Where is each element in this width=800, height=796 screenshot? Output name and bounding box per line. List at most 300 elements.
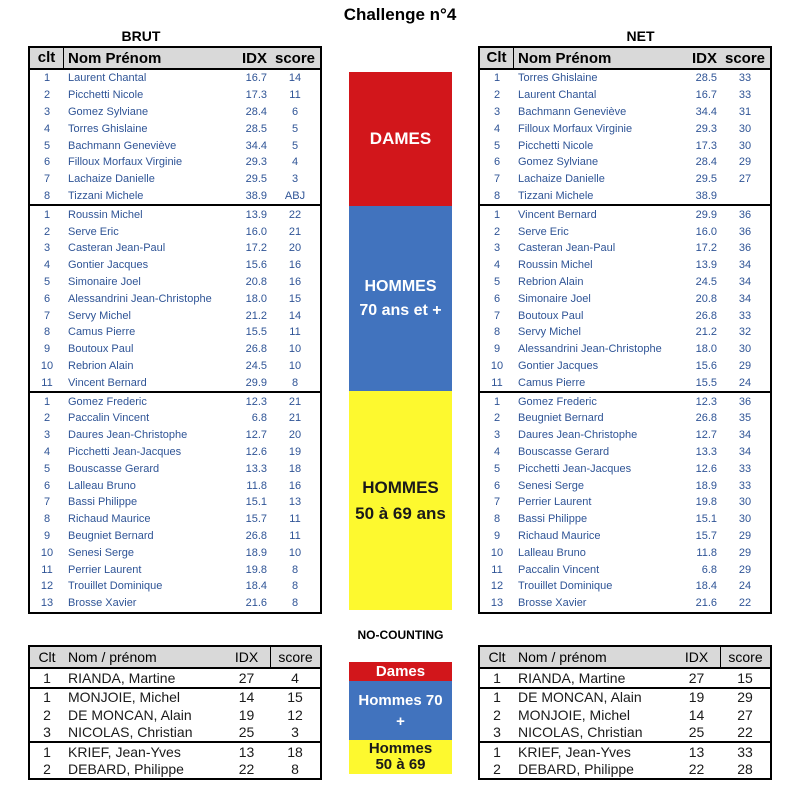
table-row [30, 444, 320, 461]
score-cell: 11 [289, 326, 301, 339]
column-header-score: score [274, 49, 316, 67]
rank-cell: 3 [493, 429, 501, 442]
idx-cell: 27 [688, 669, 705, 686]
rank-cell: 9 [43, 529, 51, 542]
name-cell: Bassi Philippe [518, 513, 588, 526]
rank-cell: 6 [43, 156, 51, 169]
table-row [480, 374, 770, 391]
table-group-hommes-50-69 [480, 741, 770, 778]
table-row [30, 761, 320, 779]
name-cell: Lachaize Danielle [518, 173, 605, 186]
idx-cell: 29.3 [245, 156, 267, 169]
score-cell: 29 [738, 546, 752, 559]
rank-cell: 6 [43, 292, 51, 305]
name-cell: MONJOIE, Michel [518, 706, 631, 723]
rank-cell: 1 [493, 72, 501, 85]
score-cell: 3 [291, 173, 299, 186]
name-cell: Gontier Jacques [518, 359, 599, 372]
idx-cell: 29.3 [695, 122, 717, 135]
table-group-hommes-70 [30, 687, 320, 742]
table-group-hommes-70 [30, 204, 320, 391]
score-cell: 5 [291, 139, 299, 152]
name-cell: Vincent Bernard [518, 208, 597, 221]
rank-cell: 5 [43, 139, 51, 152]
name-cell: Picchetti Jean-Jacques [68, 445, 182, 458]
table-row [30, 257, 320, 274]
rank-cell: 4 [43, 122, 51, 135]
rank-cell: 3 [493, 724, 501, 741]
idx-cell: 26.8 [245, 343, 267, 356]
idx-cell: 6.8 [251, 412, 267, 425]
name-cell: Gomez Frederic [68, 395, 147, 408]
table-row [480, 120, 770, 137]
column-header-rank: Clt [38, 649, 56, 665]
score-cell: 34 [738, 259, 752, 272]
score-cell: 10 [288, 546, 302, 559]
column-header-score: score [720, 647, 770, 667]
idx-cell: 13.9 [245, 208, 267, 221]
name-cell: Daures Jean-Christophe [518, 429, 638, 442]
idx-cell: 25 [688, 724, 705, 741]
column-header-idx: IDX [241, 49, 267, 67]
rank-cell: 9 [493, 529, 501, 542]
table-header-row [30, 48, 320, 70]
score-cell: 19 [288, 445, 302, 458]
rank-cell: 7 [43, 173, 51, 186]
name-cell: Brosse Xavier [518, 597, 587, 610]
table-row [480, 341, 770, 358]
table-group-dames [30, 669, 320, 687]
score-cell: 15 [288, 292, 302, 305]
idx-cell: 15.5 [695, 376, 717, 389]
table-row [480, 444, 770, 461]
idx-cell: 22 [238, 761, 255, 778]
name-cell: Picchetti Nicole [518, 139, 594, 152]
idx-cell: 14 [688, 706, 705, 723]
idx-cell: 38.9 [695, 189, 717, 202]
name-cell: Boutoux Paul [518, 309, 584, 322]
score-cell: 30 [738, 513, 752, 526]
table-row [30, 307, 320, 324]
column-header-idx: IDX [691, 49, 717, 67]
name-cell: Roussin Michel [518, 259, 593, 272]
rank-cell: 3 [43, 429, 51, 442]
name-cell: Bouscasse Gerard [68, 462, 160, 475]
name-cell: Servy Michel [518, 326, 581, 339]
idx-cell: 26.8 [695, 412, 717, 425]
category-band-hommes-50-69 [349, 740, 452, 774]
rank-cell: 13 [40, 597, 54, 610]
table-row [30, 240, 320, 257]
rank-cell: 7 [493, 173, 501, 186]
rank-cell: 8 [43, 189, 51, 202]
name-cell: Picchetti Jean-Jacques [518, 462, 632, 475]
score-cell: 33 [738, 462, 752, 475]
score-cell: 22 [737, 724, 753, 741]
table-group-dames [480, 669, 770, 687]
rank-cell: 10 [490, 359, 504, 372]
name-cell: DE MONCAN, Alain [518, 689, 642, 706]
rank-cell: 4 [493, 122, 501, 135]
score-cell: 33 [737, 743, 753, 760]
name-cell: Servy Michel [68, 309, 131, 322]
idx-cell: 21.6 [695, 597, 717, 610]
score-cell: ABJ [284, 189, 306, 202]
idx-cell: 15.1 [245, 496, 267, 509]
table-row [480, 393, 770, 410]
name-cell: Torres Ghislaine [518, 72, 598, 85]
rank-cell: 2 [493, 761, 501, 778]
score-cell: 4 [291, 156, 299, 169]
table-row [480, 578, 770, 595]
score-cell: 24 [738, 376, 752, 389]
table-row [480, 137, 770, 154]
score-cell: 34 [738, 292, 752, 305]
table-header-row [480, 647, 770, 669]
score-cell: 33 [738, 72, 752, 85]
idx-cell: 22 [688, 761, 705, 778]
rank-cell: 1 [43, 689, 51, 706]
idx-cell: 16.0 [695, 225, 717, 238]
rank-cell: 5 [493, 139, 501, 152]
rank-cell: 12 [490, 580, 504, 593]
name-cell: Serve Eric [518, 225, 569, 238]
rank-cell: 6 [493, 292, 501, 305]
idx-cell: 15.1 [695, 513, 717, 526]
name-cell: Lalleau Bruno [68, 479, 136, 492]
table-row [30, 104, 320, 121]
score-cell: 15 [287, 689, 303, 706]
name-cell: Bouscasse Gerard [518, 445, 610, 458]
table-row [30, 743, 320, 761]
idx-cell: 18.4 [245, 580, 267, 593]
table-row [30, 341, 320, 358]
table-row [30, 324, 320, 341]
table-row [480, 70, 770, 87]
no-counting-label: NO-COUNTING [357, 628, 444, 642]
rank-cell: 5 [493, 275, 501, 288]
table-group-hommes-50-69 [30, 391, 320, 611]
table-row [480, 494, 770, 511]
idx-cell: 15.6 [245, 259, 267, 272]
column-header-name: Nom / prénom [518, 649, 607, 665]
table-row [30, 358, 320, 375]
name-cell: Simonaire Joel [518, 292, 591, 305]
name-cell: DEBARD, Philippe [518, 761, 634, 778]
idx-cell: 19.8 [245, 563, 267, 576]
idx-cell: 17.2 [695, 242, 717, 255]
rank-cell: 13 [490, 597, 504, 610]
idx-cell: 12.6 [695, 462, 717, 475]
rank-cell: 8 [493, 326, 501, 339]
category-band-hommes-50-69 [349, 391, 452, 610]
score-cell: 18 [288, 462, 302, 475]
rank-cell: 5 [493, 462, 501, 475]
score-cell: 30 [738, 343, 752, 356]
idx-cell: 12.3 [695, 395, 717, 408]
rank-cell: 2 [43, 412, 51, 425]
rank-cell: 6 [493, 156, 501, 169]
rank-cell: 2 [43, 706, 51, 723]
table-row [480, 669, 770, 687]
rank-cell: 1 [43, 669, 51, 686]
name-cell: Roussin Michel [68, 208, 143, 221]
table-group-dames [480, 70, 770, 204]
table-group-hommes-50-69 [480, 391, 770, 611]
name-cell: Senesi Serge [68, 546, 135, 559]
score-cell: 29 [738, 529, 752, 542]
rank-cell: 11 [491, 563, 503, 576]
band-label-line: Dames [375, 663, 426, 680]
table-row [480, 324, 770, 341]
table-row [480, 410, 770, 427]
name-cell: Rebrion Alain [68, 359, 134, 372]
score-cell: 29 [738, 156, 752, 169]
name-cell: RIANDA, Martine [68, 669, 176, 686]
no-counting-net-table [478, 645, 772, 780]
band-label-line: Hommes 70 [358, 691, 443, 709]
idx-cell: 18.0 [695, 343, 717, 356]
rank-cell: 2 [43, 761, 51, 778]
table-row [480, 87, 770, 104]
table-row [480, 595, 770, 612]
band-label-line: 50 à 69 [375, 756, 426, 773]
table-row [480, 460, 770, 477]
table-row [30, 427, 320, 444]
idx-cell: 13.3 [245, 462, 267, 475]
rank-cell: 8 [43, 513, 51, 526]
table-group-dames [30, 70, 320, 204]
column-header-idx: IDX [234, 649, 259, 665]
table-row [480, 427, 770, 444]
table-row [480, 761, 770, 779]
name-cell: DEBARD, Philippe [68, 761, 184, 778]
rank-cell: 10 [40, 546, 54, 559]
name-cell: Alessandrini Jean-Christophe [518, 343, 662, 356]
idx-cell: 14 [238, 689, 255, 706]
column-header-score: score [270, 647, 320, 667]
rank-cell: 9 [493, 343, 501, 356]
brut-section-label: BRUT [121, 28, 161, 44]
table-row [30, 120, 320, 137]
column-header-idx: IDX [684, 649, 709, 665]
name-cell: Laurent Chantal [518, 89, 597, 102]
name-cell: Casteran Jean-Paul [518, 242, 616, 255]
rank-cell: 3 [493, 242, 501, 255]
name-cell: Brosse Xavier [68, 597, 137, 610]
rank-cell: 3 [43, 105, 51, 118]
table-row [30, 460, 320, 477]
name-cell: Trouillet Dominique [518, 580, 613, 593]
score-cell: 36 [738, 242, 752, 255]
idx-cell: 6.8 [701, 563, 717, 576]
idx-cell: 20.8 [245, 275, 267, 288]
band-label-line: + [396, 712, 405, 730]
name-cell: Bachmann Geneviève [518, 105, 627, 118]
score-cell: 20 [288, 429, 302, 442]
category-band-dames [349, 72, 452, 206]
score-cell: 10 [288, 359, 302, 372]
idx-cell: 11.8 [246, 479, 267, 492]
score-cell: 35 [738, 412, 752, 425]
table-row [30, 393, 320, 410]
band-label-line: HOMMES [364, 277, 437, 295]
idx-cell: 15.7 [695, 529, 717, 542]
score-cell: 16 [288, 275, 302, 288]
score-cell: 27 [737, 706, 753, 723]
table-row [30, 206, 320, 223]
score-cell: 30 [738, 122, 752, 135]
idx-cell: 29.5 [245, 173, 267, 186]
table-row [480, 154, 770, 171]
rank-cell: 1 [493, 208, 501, 221]
idx-cell: 18.4 [695, 580, 717, 593]
idx-cell: 26.8 [245, 529, 267, 542]
score-cell: 21 [288, 225, 302, 238]
rank-cell: 3 [493, 105, 501, 118]
idx-cell: 18.0 [245, 292, 267, 305]
category-band-dames [349, 662, 452, 681]
table-row [480, 104, 770, 121]
score-cell: 27 [738, 173, 752, 186]
table-row [480, 358, 770, 375]
column-header-name: Nom Prénom [518, 49, 612, 67]
idx-cell: 15.6 [695, 359, 717, 372]
score-cell: 16 [288, 259, 302, 272]
idx-cell: 12.7 [245, 429, 267, 442]
idx-cell: 20.8 [695, 292, 717, 305]
idx-cell: 21.2 [695, 326, 717, 339]
table-row [30, 528, 320, 545]
column-header-name: Nom Prénom [68, 49, 162, 67]
table-row [30, 188, 320, 205]
score-cell: 36 [738, 395, 752, 408]
idx-cell: 34.4 [695, 105, 717, 118]
table-row [30, 154, 320, 171]
score-cell: 36 [738, 225, 752, 238]
rank-cell: 2 [493, 412, 501, 425]
idx-cell: 16.7 [695, 89, 717, 102]
table-row [480, 171, 770, 188]
name-cell: Camus Pierre [68, 326, 136, 339]
rank-cell: 8 [493, 189, 501, 202]
no-counting-brut-table [28, 645, 322, 780]
table-row [30, 669, 320, 687]
score-cell: 8 [291, 761, 299, 778]
score-cell: 6 [291, 105, 299, 118]
rank-cell: 2 [43, 89, 51, 102]
table-row [480, 544, 770, 561]
rank-cell: 1 [493, 669, 501, 686]
score-cell: 14 [288, 309, 302, 322]
name-cell: Beugniet Bernard [68, 529, 154, 542]
table-row [30, 689, 320, 707]
table-row [480, 528, 770, 545]
score-cell: 16 [288, 479, 302, 492]
column-header-name: Nom / prénom [68, 649, 157, 665]
idx-cell: 28.4 [695, 156, 717, 169]
name-cell: KRIEF, Jean-Yves [518, 743, 631, 760]
score-cell: 14 [288, 72, 302, 85]
table-row [30, 137, 320, 154]
score-cell: 34 [738, 429, 752, 442]
table-row [480, 307, 770, 324]
score-cell: 13 [288, 496, 302, 509]
idx-cell: 18.9 [695, 479, 717, 492]
name-cell: Gomez Frederic [518, 395, 597, 408]
idx-cell: 12.6 [245, 445, 267, 458]
idx-cell: 21.2 [245, 309, 267, 322]
table-group-hommes-70 [480, 204, 770, 391]
name-cell: Richaud Maurice [68, 513, 151, 526]
score-cell: 29 [738, 359, 752, 372]
idx-cell: 11.8 [696, 546, 717, 559]
band-label-line: Hommes [368, 740, 433, 757]
score-cell: 18 [287, 743, 303, 760]
rank-cell: 2 [493, 89, 501, 102]
rank-cell: 10 [40, 359, 54, 372]
idx-cell: 15.5 [245, 326, 267, 339]
table-row [480, 724, 770, 742]
score-cell: 32 [738, 326, 752, 339]
table-row [480, 290, 770, 307]
table-row [480, 743, 770, 761]
name-cell: Serve Eric [68, 225, 119, 238]
rank-cell: 1 [493, 395, 501, 408]
table-row [30, 724, 320, 742]
table-row [30, 290, 320, 307]
score-cell: 36 [738, 208, 752, 221]
rank-cell: 1 [43, 743, 51, 760]
name-cell: Senesi Serge [518, 479, 585, 492]
category-legend [349, 662, 452, 774]
column-header-rank: Clt [480, 48, 514, 68]
name-cell: Daures Jean-Christophe [68, 429, 188, 442]
band-label-line: DAMES [369, 129, 432, 148]
table-row [30, 511, 320, 528]
name-cell: Trouillet Dominique [68, 580, 163, 593]
table-row [30, 494, 320, 511]
score-cell: 8 [291, 376, 299, 389]
table-row [480, 689, 770, 707]
category-band-hommes-70 [349, 681, 452, 740]
band-label-line: 50 à 69 ans [355, 503, 446, 523]
score-cell: 8 [291, 580, 299, 593]
idx-cell: 12.3 [245, 395, 267, 408]
score-cell: 15 [737, 669, 753, 686]
name-cell: Lachaize Danielle [68, 173, 155, 186]
idx-cell: 34.4 [245, 139, 267, 152]
idx-cell: 19.8 [695, 496, 717, 509]
score-cell: 12 [287, 706, 303, 723]
score-cell: 28 [737, 761, 753, 778]
rank-cell: 7 [43, 309, 51, 322]
score-cell: 4 [291, 669, 299, 686]
score-cell: 29 [737, 689, 753, 706]
name-cell: DE MONCAN, Alain [68, 706, 192, 723]
score-cell: 11 [289, 529, 301, 542]
score-cell: 30 [738, 496, 752, 509]
idx-cell: 13.9 [695, 259, 717, 272]
rank-cell: 1 [43, 72, 51, 85]
score-cell: 34 [738, 445, 752, 458]
table-row [30, 477, 320, 494]
name-cell: Filloux Morfaux Virginie [518, 122, 633, 135]
idx-cell: 26.8 [695, 309, 717, 322]
rank-cell: 2 [493, 225, 501, 238]
table-row [480, 240, 770, 257]
table-row [30, 171, 320, 188]
